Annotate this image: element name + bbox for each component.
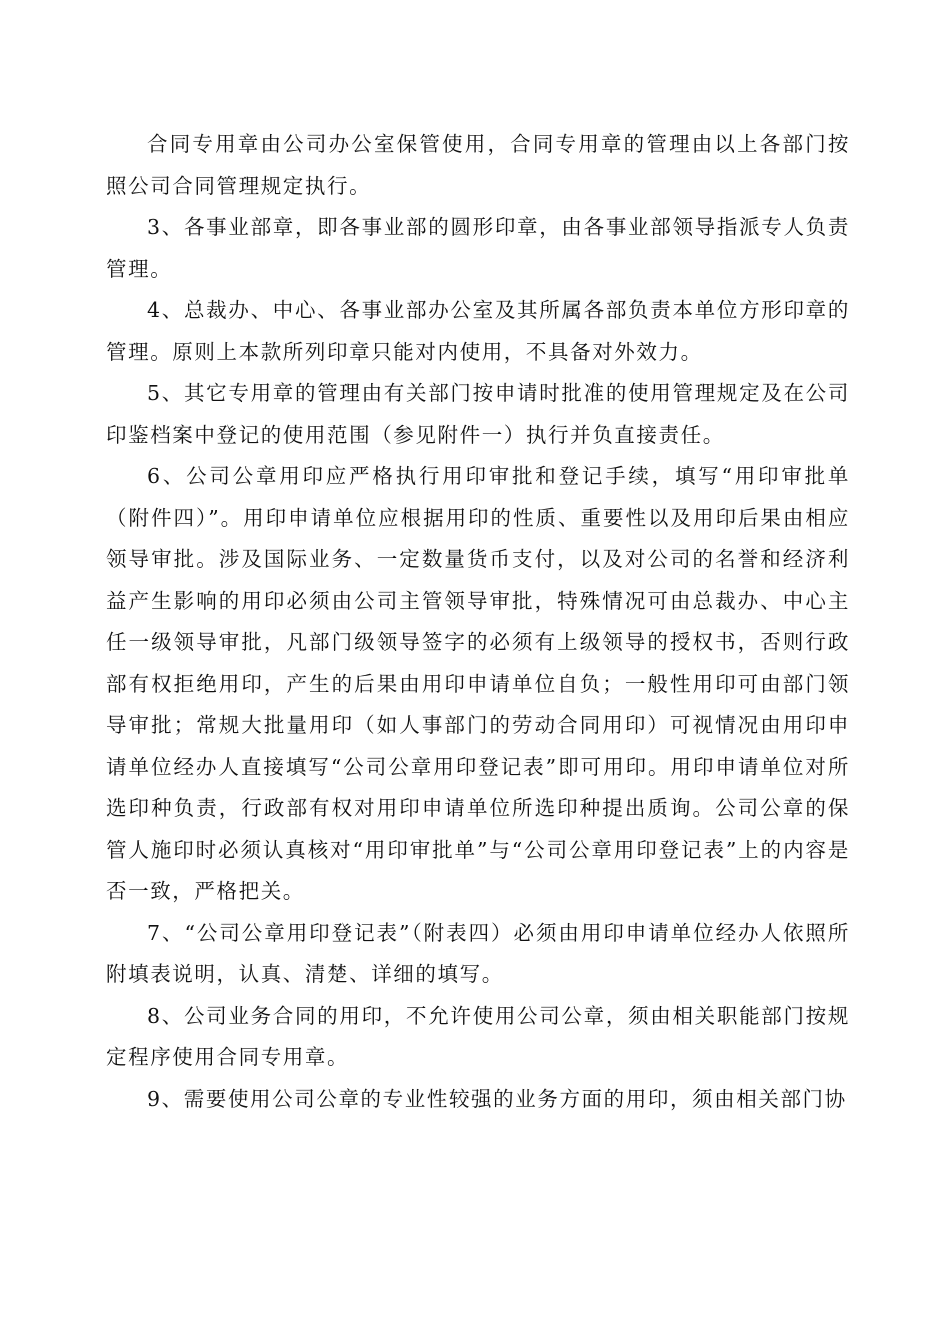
paragraph-item-5: 5、其它专用章的管理由有关部门按申请时批准的使用管理规定及在公司印鉴档案中登记的使用范围（参见附件一）执行并负直接责任。 [106, 381, 850, 447]
paragraph-item-8: 8、公司业务合同的用印，不允许使用公司公章，须由相关职能部门按规定程序使用合同专用章。 [106, 1003, 850, 1069]
paragraph-contract-seal: 合同专用章由公司办公室保管使用，合同专用章的管理由以上各部门按照公司合同管理规定执行。 [106, 132, 850, 198]
paragraph-item-7: 7、“公司公章用印登记表”（附表四）必须由用印申请单位经办人依照所附填表说明，认真、清楚、详细的填写。 [106, 920, 850, 986]
paragraph-item-9: 9、需要使用公司公章的专业性较强的业务方面的用印，须由相关部门协 [147, 1086, 847, 1111]
paragraph-item-4: 4、总裁办、中心、各事业部办公室及其所属各部负责本单位方形印章的管理。原则上本款所列印章只能对内使用，不具备对外效力。 [106, 298, 850, 364]
paragraph-item-3: 3、各事业部章，即各事业部的圆形印章，由各事业部领导指派专人负责管理。 [106, 215, 850, 281]
document-body [106, 124, 850, 1120]
paragraph-item-6: 6、公司公章用印应严格执行用印审批和登记手续，填写“用印审批单（附件四）”。用印申请单位应根据用印的性质、重要性以及用印后果由相应领导审批。涉及国际业务、一定数量货币支付，以及对公司的名誉和经济利益产生影响的用印必须由公司主管领导审批，特殊情况可由总裁办、中心主任一级领导审批，凡部门级领导签字的必须有上级领导的授权书，否则行政部有权拒绝用印，产生的后果由用印申请单位自负；一般性用印可由部门领导审批；常规大批量用印（如人事部门的劳动合同用印）可视情况由用印申请单位经办人直接填写“公司公章用印登记表”即可用印。用印申请单位对所选印种负责，行政部有权对用印申请单位所选印种提出质询。公司公章的保管人施印时必须认真核对“用印审批单”与“公司公章用印登记表”上的内容是否一致，严格把关。 [106, 464, 850, 903]
